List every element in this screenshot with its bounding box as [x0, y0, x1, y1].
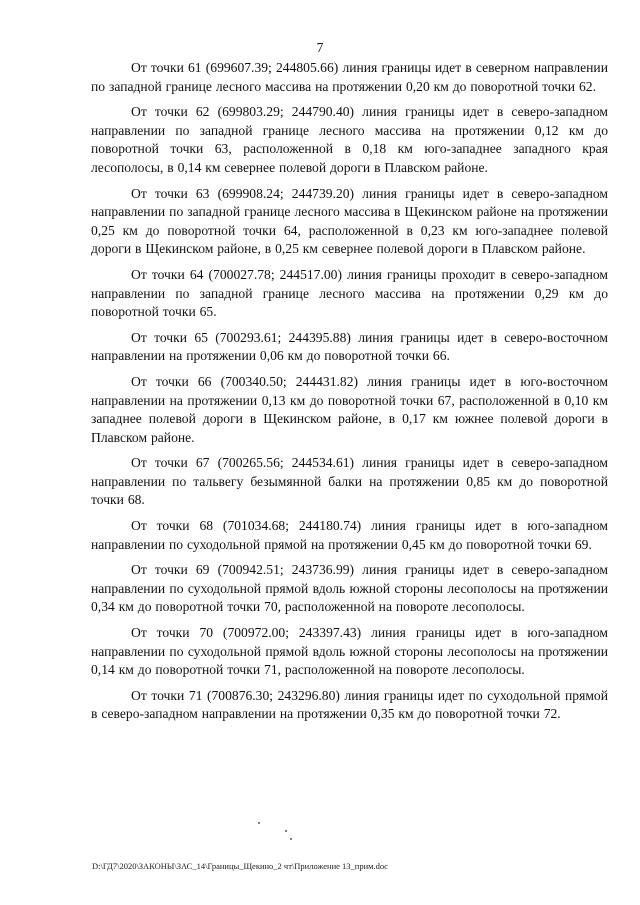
paragraph-point-69: От точки 69 (700942.51; 243736.99) линия границы идет в северо-западном направлении по суходольной прямой вдоль южной стороны лесополосы на протяжении 0,34 км до поворотной точки 70, расположенной на повороте лесополосы. [91, 562, 608, 615]
paragraph-point-66: От точки 66 (700340.50; 244431.82) линия границы идет в юго-восточном направлении на протяжении 0,13 км до поворотной точки 67, расположенной в 0,10 км западнее полевой дороги в Щекинском районе, в 0,17 км южнее полевой дороги в Плавском районе. [91, 373, 608, 445]
paragraph-point-70: От точки 70 (700972.00; 243397.43) линия границы идет в юго-западном направлении по суходольной прямой вдоль южной стороны лесополосы на протяжении 0,14 км до поворотной точки 71, расположенной на повороте лесополосы. [91, 625, 608, 678]
paragraph-point-71: От точки 71 (700876.30; 243296.80) линия границы идет по суходольной прямой в северо-западном направлении на протяжении 0,35 км до поворотной точки 72. [91, 687, 608, 722]
scan-speck [285, 830, 287, 832]
scan-speck [290, 838, 292, 840]
file-path-footer: D:\ГД7\2020\ЗАКОНЫ\ЗАС_14\Границы_Щекино_2 чт\Приложение 13_прим.doc [92, 861, 388, 871]
paragraph-point-63: От точки 63 (699908.24; 244739.20) линия границы идет в северо-западном направлении по западной границе лесного массива в Щекинском районе на протяжении 0,25 км до поворотной точки 64, расположенной в 0,23 км юго-западнее полевой дороги в Щекинском районе, в 0,25 км севернее полевой дороги в Плавском районе. [91, 185, 608, 257]
scan-speck [258, 822, 260, 824]
paragraph-point-67: От точки 67 (700265.56; 244534.61) линия границы идет в северо-западном направлении по тальвегу безымянной балки на протяжении 0,85 км до поворотной точки 68. [91, 455, 608, 508]
paragraph-point-65: От точки 65 (700293.61; 244395.88) линия границы идет в северо-восточном направлении на протяжении 0,06 км до поворотной точки 66. [91, 329, 608, 364]
paragraph-point-64: От точки 64 (700027.78; 244517.00) линия границы проходит в северо-западном направлении по западной границе лесного массива на протяжении 0,29 км до поворотной точки 65. [91, 266, 608, 320]
paragraph-point-68: От точки 68 (701034.68; 244180.74) линия границы идет в юго-западном направлении по суходольной прямой на протяжении 0,45 км до поворотной точки 69. [91, 518, 608, 552]
document-body [91, 59, 608, 731]
paragraph-point-61: От точки 61 (699607.39; 244805.66) линия границы идет в северном направлении по западной границе лесного массива на протяжении 0,20 км до поворотной точки 62. [91, 60, 608, 94]
paragraph-point-62: От точки 62 (699803.29; 244790.40) линия границы идет в северо-западном направлении по западной границе лесного массива на протяжении 0,12 км до поворотной точки 63, расположенной в 0,18 км юго-западнее западного края лесополосы, в 0,14 км севернее полевой дороги в Плавском районе. [91, 104, 608, 175]
page-number: 7 [316, 40, 324, 55]
